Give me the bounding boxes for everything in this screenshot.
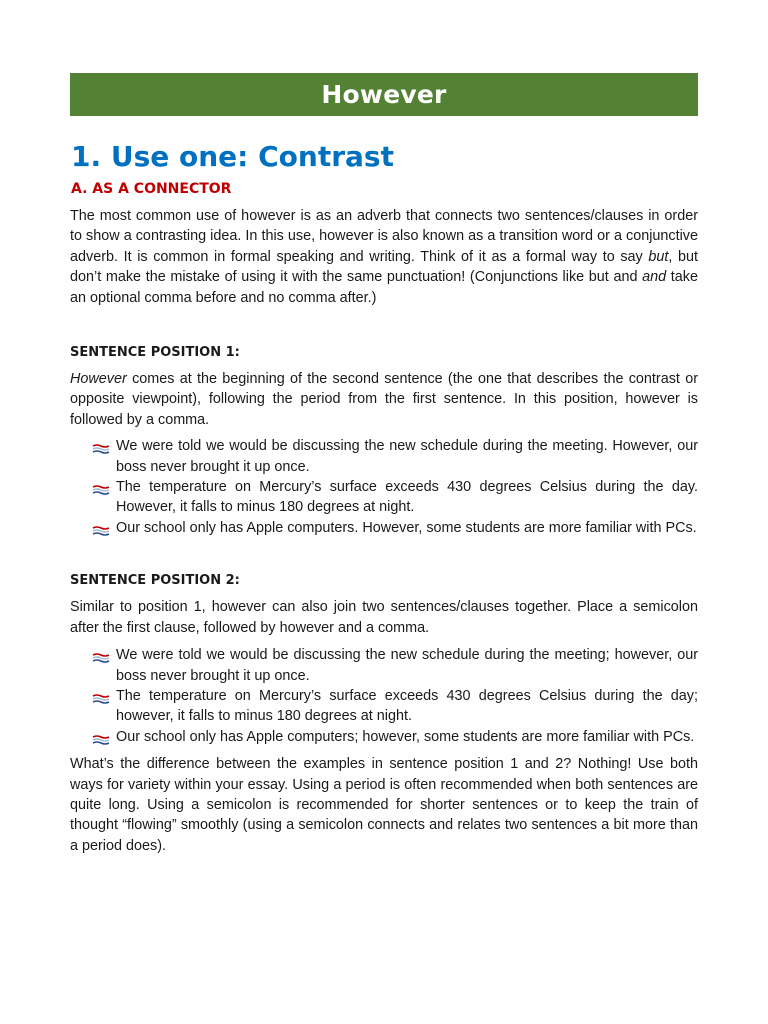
list-item — [92, 645, 698, 686]
position1-desc-text: comes at the beginning of the second sentence (the one that describes the contrast or opposite viewpoint), following the period from the first sentence. In this position, however is followed by a comma. — [70, 371, 698, 428]
position1-em: However — [70, 371, 127, 388]
example-text: Our school only has Apple computers. However, some students are more familiar with PCs. — [116, 519, 697, 536]
flag-bullet-icon — [92, 523, 110, 534]
flag-bullet-icon — [92, 650, 110, 661]
intro-paragraph — [70, 206, 698, 308]
intro-em-and: and — [642, 269, 667, 286]
position1-examples — [70, 436, 698, 538]
example-text: The temperature on Mercury’s surface exceeds 430 degrees Celsius during the day. However, it falls to minus 180 degrees at night. — [116, 479, 698, 516]
title-bar — [70, 73, 698, 116]
intro-text-3: take an optional comma before and no comma after.) — [70, 269, 698, 306]
flag-bullet-icon — [92, 732, 110, 743]
intro-em-but: but — [648, 248, 669, 265]
intro-text-2: , but don’t make the mistake of using it with the same punctuation! (Conjunctions like but and — [70, 248, 698, 286]
position2-heading: SENTENCE POSITION 2: — [70, 573, 240, 589]
page-title: However — [321, 80, 447, 109]
example-text: We were told we would be discussing the new schedule during the meeting. However, our boss never brought it up once. — [116, 438, 698, 475]
example-text: The temperature on Mercury’s surface exceeds 430 degrees Celsius during the day; however, it falls to minus 180 degrees at night. — [116, 687, 698, 725]
list-item — [92, 727, 698, 747]
position2-description: Similar to position 1, however can also join two sentences/clauses together. Place a semicolon after the first clause, followed by however and a comma. — [70, 599, 698, 636]
example-text: We were told we would be discussing the new schedule during the meeting; however, our boss never brought it up once. — [116, 647, 698, 684]
position1-description — [70, 369, 698, 430]
flag-bullet-icon — [92, 482, 110, 493]
document-page — [70, 73, 698, 856]
flag-bullet-icon — [92, 441, 110, 452]
list-item — [92, 477, 698, 518]
flag-bullet-icon — [92, 691, 110, 702]
example-text: Our school only has Apple computers; however, some students are more familiar with PCs. — [116, 728, 695, 745]
position1-heading: SENTENCE POSITION 1: — [70, 345, 240, 361]
section-heading: 1. Use one: Contrast — [71, 140, 394, 173]
list-item — [92, 436, 698, 477]
conclusion-paragraph: What’s the difference between the examples in sentence position 1 and 2? Nothing! Use both ways for variety within your essay. Using a period is often recommended when both sentences are quite long. Using a semicolon is recommended for shorter sentences or to keep the train of thought “flowing” smoothly (using a semicolon connects and relates two sentences a bit more than a period does). — [70, 756, 698, 854]
list-item — [92, 686, 698, 727]
position2-examples — [70, 645, 698, 747]
list-item — [92, 518, 698, 538]
section-subheading: A. AS A CONNECTOR — [71, 181, 232, 197]
intro-text-1: The most common use of however is as an adverb that connects two sentences/clauses in order to show a contrasting idea. In this use, however is also known as a transition word or a conjunctive adverb. It is common in formal speaking and writing. Think of it as a formal way to say — [70, 208, 698, 265]
